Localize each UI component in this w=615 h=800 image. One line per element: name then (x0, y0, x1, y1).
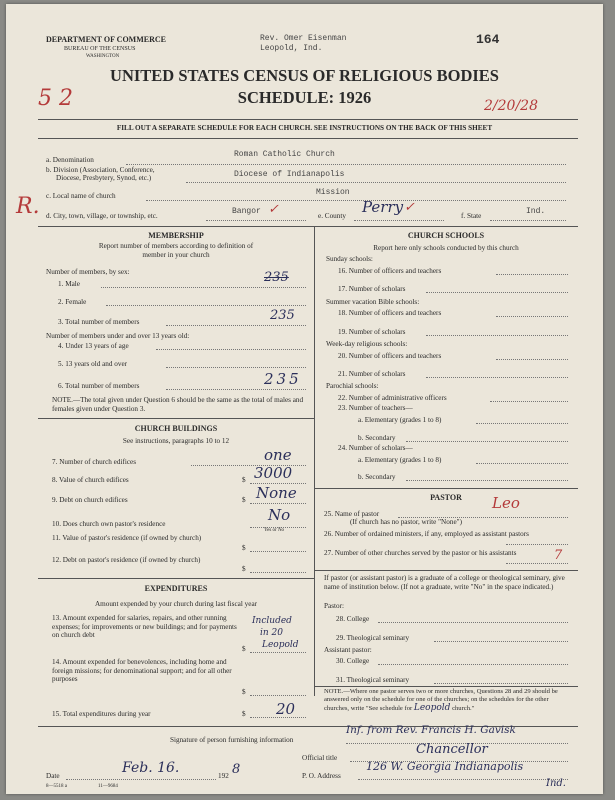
bureau-name: BUREAU OF THE CENSUS (64, 46, 136, 52)
q30-label: 30. College (336, 657, 370, 665)
q3-total-label: 3. Total number of members (58, 318, 140, 326)
membership-title: MEMBERSHIP (148, 231, 204, 240)
q26-label: 26. Number of ordained ministers, if any, employed as assistant pastors (324, 530, 529, 538)
serial-number: 164 (476, 32, 500, 47)
county-value: Perry (362, 198, 404, 216)
expenditures-sub: Amount expended by your church during last fiscal year (94, 600, 258, 608)
address-line-2: Leopold, Ind. (260, 44, 323, 53)
pastor-note-end: church." (452, 705, 475, 712)
q12-label: 12. Debt on pastor's residence (if owned by church) (52, 556, 201, 564)
membership-note: NOTE.—The total given under Question 6 should be the same as the total of males and females given under Question 3. (52, 396, 304, 413)
q15-value: 20 (276, 700, 296, 718)
address-line-1: Rev. Omer Eisenman (260, 34, 347, 43)
summer-label: Summer vacation Bible schools: (326, 298, 420, 306)
q16-label: 16. Number of officers and teachers (338, 267, 442, 275)
buildings-title: CHURCH BUILDINGS (134, 424, 218, 433)
pastor-note-hand: Leopold (413, 703, 451, 713)
q14-label: 14. Amount expended for benevolences, including home and foreign missions; for denominational support; and for all other purposes (52, 658, 232, 683)
q24b-label: b. Secondary (358, 473, 396, 481)
state-value: Ind. (526, 207, 546, 216)
title-schedule: SCHEDULE: 1926 (237, 88, 372, 107)
schools-title: CHURCH SCHOOLS (407, 231, 485, 240)
pastor-note (324, 688, 574, 713)
q10-yes-no-hint: Yes or No (264, 528, 285, 533)
q24-label: 24. Number of scholars— (338, 444, 413, 452)
q17-label: 17. Number of scholars (338, 285, 406, 293)
members-by-sex-label: Number of members, by sex: (46, 268, 130, 276)
q18-label: 18. Number of officers and teachers (338, 309, 442, 317)
membership-sub-1: Report number of members according to definition of (98, 242, 254, 250)
q23a-label: a. Elementary (grades 1 to 8) (358, 416, 442, 424)
q28-label: 28. College (336, 615, 370, 623)
q5-13over-label: 5. 13 years old and over (58, 360, 128, 368)
q11-dollar: $ (242, 544, 246, 552)
q25-value: Leo (492, 494, 520, 512)
q2-female-label: 2. Female (58, 298, 87, 306)
q15-label: 15. Total expenditures during year (52, 710, 151, 718)
title-main: UNITED STATES CENSUS OF RELIGIOUS BODIES (110, 66, 499, 85)
separate-schedule-instruction: FILL OUT A SEPARATE SCHEDULE FOR EACH CHURCH. SEE INSTRUCTIONS ON THE BACK OF THIS SHEET (116, 124, 493, 132)
weekday-label: Week-day religious schools: (326, 340, 408, 348)
handwritten-mark-r: R. (16, 194, 40, 219)
official-title-value: Chancellor (416, 742, 488, 757)
po-address-value: 126 W. Georgia Indianapolis (366, 760, 524, 773)
college-instructions: If pastor (or assistant pastor) is a graduate of a college or theological seminary, give name of institution below. (If not a graduate, write "No" in the space indicated.) (324, 574, 565, 591)
expenditure-note-2: in 20 (260, 628, 283, 638)
pastor-sublabel: Pastor: (324, 602, 344, 610)
q13-label: 13. Amount expended for salaries, repairs, and other running expenses; for improvements or new buildings; and for payments on church debt (52, 614, 237, 639)
q21-label: 21. Number of scholars (338, 370, 406, 378)
q27-label: 27. Number of other churches served by the pastor or his assistants (324, 549, 517, 557)
q9-value: None (256, 484, 297, 502)
city-value: Bangor (232, 207, 261, 216)
q7-value: one (264, 446, 292, 464)
q25-label: 25. Name of pastor (324, 510, 380, 518)
q22-label: 22. Number of administrative officers (338, 394, 447, 402)
q12-dollar: $ (242, 565, 246, 573)
q1-male-value: 235 (264, 270, 289, 285)
q6-total-value: 235 (264, 370, 302, 388)
q23b-label: b. Secondary (358, 434, 396, 442)
assistant-sublabel: Assistant pastor: (324, 646, 372, 654)
q25-sub: (If church has no pastor, write "None") (350, 518, 462, 526)
denomination-value: Roman Catholic Church (234, 150, 335, 159)
year-value: 8 (232, 762, 241, 777)
date-label: Date (46, 772, 60, 780)
form-number: 8—5518 a (46, 784, 67, 789)
q10-label: 10. Does church own pastor's residence (52, 520, 166, 528)
po-address-label: P. O. Address (302, 772, 341, 780)
year-prefix: 192 (218, 772, 229, 780)
q14-dollar: $ (242, 688, 246, 696)
date-stamp: 2/20/28 (484, 98, 538, 114)
division-label-1: b. Division (Association, Conference, (46, 166, 155, 174)
q19-label: 19. Number of scholars (338, 328, 406, 336)
q24a-label: a. Elementary (grades 1 to 8) (358, 456, 442, 464)
pastor-note-text: NOTE.—Where one pastor serves two or more churches, Questions 28 and 29 should be answered only on the schedule for one of the churches; on the schedules for the other churches, write "See schedule for (324, 688, 558, 712)
q13-dollar: $ (242, 645, 246, 653)
sunday-label: Sunday schools: (326, 255, 373, 263)
pastor-title: PASTOR (430, 493, 462, 502)
schools-sub: Report here only schools conducted by this church (373, 244, 519, 252)
under-over-label: Number of members under and over 13 years old: (46, 332, 190, 340)
signature-value: Inf. from Rev. Francis H. Gavisk (346, 724, 516, 736)
q1-male-label: 1. Male (58, 280, 80, 288)
q11-label: 11. Value of pastor's residence (if owned by church) (52, 534, 202, 542)
local-name-value: Mission (316, 188, 350, 197)
q31-label: 31. Theological seminary (336, 676, 410, 684)
q29-label: 29. Theological seminary (336, 634, 410, 642)
local-name-label: c. Local name of church (46, 192, 116, 200)
division-label-2: Diocese, Presbytery, Synod, etc.) (56, 174, 152, 182)
q4-under13-label: 4. Under 13 years of age (58, 342, 129, 350)
expenditure-note-3: Leopold (262, 640, 299, 650)
q8-value: 3000 (254, 464, 293, 482)
census-schedule-sheet (6, 4, 603, 794)
q7-label: 7. Number of church edifices (52, 458, 137, 466)
q9-dollar: $ (242, 496, 246, 504)
membership-sub-2: member in your church (142, 251, 210, 259)
expenditures-title: EXPENDITURES (144, 584, 208, 593)
handwritten-mark-52: 5 2 (38, 86, 73, 111)
city-label: d. City, town, village, or township, etc. (46, 212, 158, 220)
po-address-value-2: Ind. (546, 778, 566, 789)
q6-total-label: 6. Total number of members (58, 382, 140, 390)
bureau-city: WASHINGTON (86, 54, 120, 59)
signature-label: Signature of person furnishing information (170, 736, 294, 744)
denomination-label: a. Denomination (46, 156, 94, 164)
buildings-sub: See instructions, paragraphs 10 to 12 (122, 437, 230, 445)
q23-label: 23. Number of teachers— (338, 404, 413, 412)
date-value: Feb. 16. (122, 760, 180, 776)
q10-value: No (268, 506, 291, 524)
division-value: Diocese of Indianapolis (234, 170, 345, 179)
q8-label: 8. Value of church edifices (52, 476, 129, 484)
official-title-label: Official title (302, 754, 338, 762)
q15-dollar: $ (242, 710, 246, 718)
county-label: e. County (318, 212, 346, 220)
parochial-label: Parochial schools: (326, 382, 379, 390)
q27-value: 7 (554, 548, 563, 563)
state-label: f. State (461, 212, 482, 220)
q3-total-value: 235 (270, 308, 295, 323)
form-number-2: 11—9684 (98, 784, 118, 789)
county-check-mark: ✓ (404, 200, 415, 215)
q8-dollar: $ (242, 476, 246, 484)
q20-label: 20. Number of officers and teachers (338, 352, 442, 360)
city-check-mark: ✓ (268, 202, 279, 217)
dept-name: DEPARTMENT OF COMMERCE (46, 35, 167, 44)
expenditure-note-1: Included (252, 616, 292, 626)
q9-label: 9. Debt on church edifices (52, 496, 128, 504)
